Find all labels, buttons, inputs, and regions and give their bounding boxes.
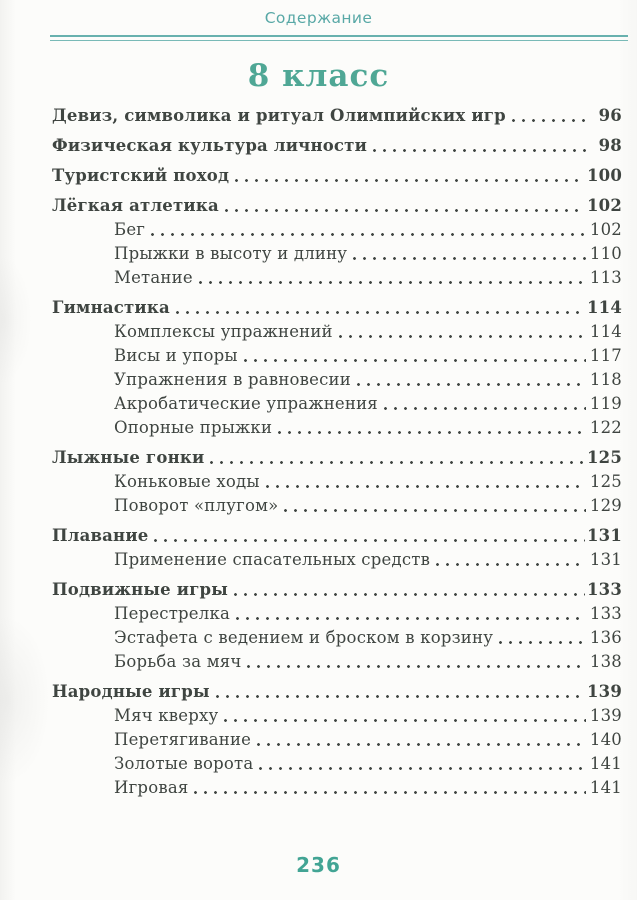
toc-entry-label: Комплексы упражнений — [114, 322, 333, 341]
toc-entry-label: Поворот «плугом» — [114, 496, 279, 515]
toc-entry — [52, 497, 622, 514]
toc-entry-page: 110 — [589, 244, 622, 263]
toc-entry — [52, 221, 622, 238]
toc-entry-label: Плавание — [52, 526, 149, 545]
toc-entry-label: Борьба за мяч — [114, 652, 242, 671]
dot-leader — [204, 449, 587, 466]
toc-entry-page: 138 — [589, 652, 622, 671]
dot-leader — [430, 551, 588, 568]
toc-entry-label: Мяч кверху — [114, 706, 219, 725]
dot-leader — [238, 347, 588, 364]
toc-entry — [52, 653, 622, 670]
dot-leader — [241, 653, 588, 670]
header-double-rule — [50, 35, 628, 41]
dot-leader — [260, 473, 588, 490]
toc-entry — [52, 395, 622, 412]
toc-entry — [52, 755, 622, 772]
toc-entry-page: 96 — [598, 106, 622, 125]
toc-entry — [52, 419, 622, 436]
toc-entry-label: Игровая — [114, 778, 189, 797]
toc-entry-page: 125 — [586, 448, 622, 467]
toc-entry-page: 118 — [589, 370, 622, 389]
toc-entry — [52, 779, 622, 796]
dot-leader — [170, 299, 587, 316]
toc-entry-page: 136 — [589, 628, 622, 647]
toc-entry-label: Метание — [114, 268, 193, 287]
toc-entry-page: 139 — [589, 706, 622, 725]
toc-entry — [52, 707, 622, 724]
toc-entry-label: Народные игры — [52, 682, 210, 701]
page-number-folio: 236 — [296, 853, 341, 877]
toc-entry — [52, 197, 622, 214]
dot-leader — [506, 107, 588, 124]
toc-entry-page: 140 — [589, 730, 622, 749]
dot-leader — [253, 755, 588, 772]
dot-leader — [210, 683, 587, 700]
toc-entry-page: 114 — [586, 298, 622, 317]
toc-entry-label: Эстафета с ведением и броском в корзину — [114, 628, 494, 647]
toc-entry-label: Девиз, символика и ритуал Олимпийских игр — [52, 106, 506, 125]
toc-entry-page: 119 — [589, 394, 622, 413]
dot-leader — [367, 137, 588, 154]
dot-leader — [493, 629, 588, 646]
toc-entry-page: 122 — [589, 418, 622, 437]
toc-entry-label: Опорные прыжки — [114, 418, 273, 437]
toc-entry — [52, 167, 622, 184]
dot-leader — [228, 581, 587, 598]
toc-entry-page: 125 — [589, 472, 622, 491]
running-head: Содержание — [264, 9, 373, 27]
toc-entry-label: Лёгкая атлетика — [52, 196, 219, 215]
toc-entry — [52, 629, 622, 646]
dot-leader — [193, 269, 588, 286]
toc-entry-page: 129 — [589, 496, 622, 515]
toc-entry-label: Перетягивание — [114, 730, 252, 749]
toc-entry-label: Прыжки в высоту и длину — [114, 244, 348, 263]
dot-leader — [218, 707, 588, 724]
toc-entry — [52, 107, 622, 124]
section-title: 8 класс — [247, 58, 390, 94]
toc-entry — [52, 581, 622, 598]
toc-entry-page: 102 — [589, 220, 622, 239]
toc-entry — [52, 527, 622, 544]
toc-entry-page: 98 — [598, 136, 622, 155]
toc-entry — [52, 137, 622, 154]
toc-entry — [52, 683, 622, 700]
toc-entry — [52, 347, 622, 364]
toc-entry-page: 131 — [586, 526, 622, 545]
toc-entry-label: Коньковые ходы — [114, 472, 260, 491]
dot-leader — [251, 731, 588, 748]
dot-leader — [219, 197, 587, 214]
dot-leader — [230, 605, 588, 622]
toc-entry-label: Золотые ворота — [114, 754, 254, 773]
toc-entry-page: 102 — [586, 196, 622, 215]
toc-entry-page: 139 — [586, 682, 622, 701]
toc-entry — [52, 245, 622, 262]
dot-leader — [278, 497, 588, 514]
toc-entry — [52, 605, 622, 622]
toc-entry — [52, 269, 622, 286]
toc-entry-page: 117 — [589, 346, 622, 365]
dot-leader — [145, 221, 588, 238]
toc-entry-label: Подвижные игры — [52, 580, 229, 599]
dot-leader — [347, 245, 588, 262]
toc-entry-page: 133 — [586, 580, 622, 599]
toc-entry-page: 100 — [586, 166, 622, 185]
dot-leader — [378, 395, 588, 412]
toc-entry-label: Физическая культура личности — [52, 136, 368, 155]
toc-entry — [52, 299, 622, 316]
toc-entry — [52, 551, 622, 568]
toc-entry-label: Акробатические упражнения — [114, 394, 378, 413]
toc-entry-label: Применение спасательных средств — [114, 550, 431, 569]
toc-entry-page: 131 — [589, 550, 622, 569]
dot-leader — [351, 371, 588, 388]
toc-entry-label: Перестрелка — [114, 604, 231, 623]
toc-entry — [52, 449, 622, 466]
dot-leader — [188, 779, 588, 796]
toc-entry-page: 133 — [589, 604, 622, 623]
dot-leader — [333, 323, 588, 340]
toc-entry-label: Упражнения в равновесии — [114, 370, 351, 389]
toc-entry — [52, 371, 622, 388]
toc-entry — [52, 731, 622, 748]
toc-entry-page: 141 — [589, 754, 622, 773]
toc-entry-label: Гимнастика — [52, 298, 170, 317]
dot-leader — [148, 527, 586, 544]
toc-entry-page: 114 — [589, 322, 622, 341]
dot-leader — [229, 167, 587, 184]
toc-entry-page: 141 — [589, 778, 622, 797]
toc-entry-label: Висы и упоры — [114, 346, 238, 365]
toc-entry — [52, 323, 622, 340]
toc-entry-label: Лыжные гонки — [52, 448, 205, 467]
toc-entry-label: Туристский поход — [52, 166, 230, 185]
toc-entry-label: Бег — [114, 220, 146, 239]
dot-leader — [272, 419, 588, 436]
table-of-contents — [0, 107, 637, 796]
toc-entry — [52, 473, 622, 490]
toc-entry-page: 113 — [589, 268, 622, 287]
